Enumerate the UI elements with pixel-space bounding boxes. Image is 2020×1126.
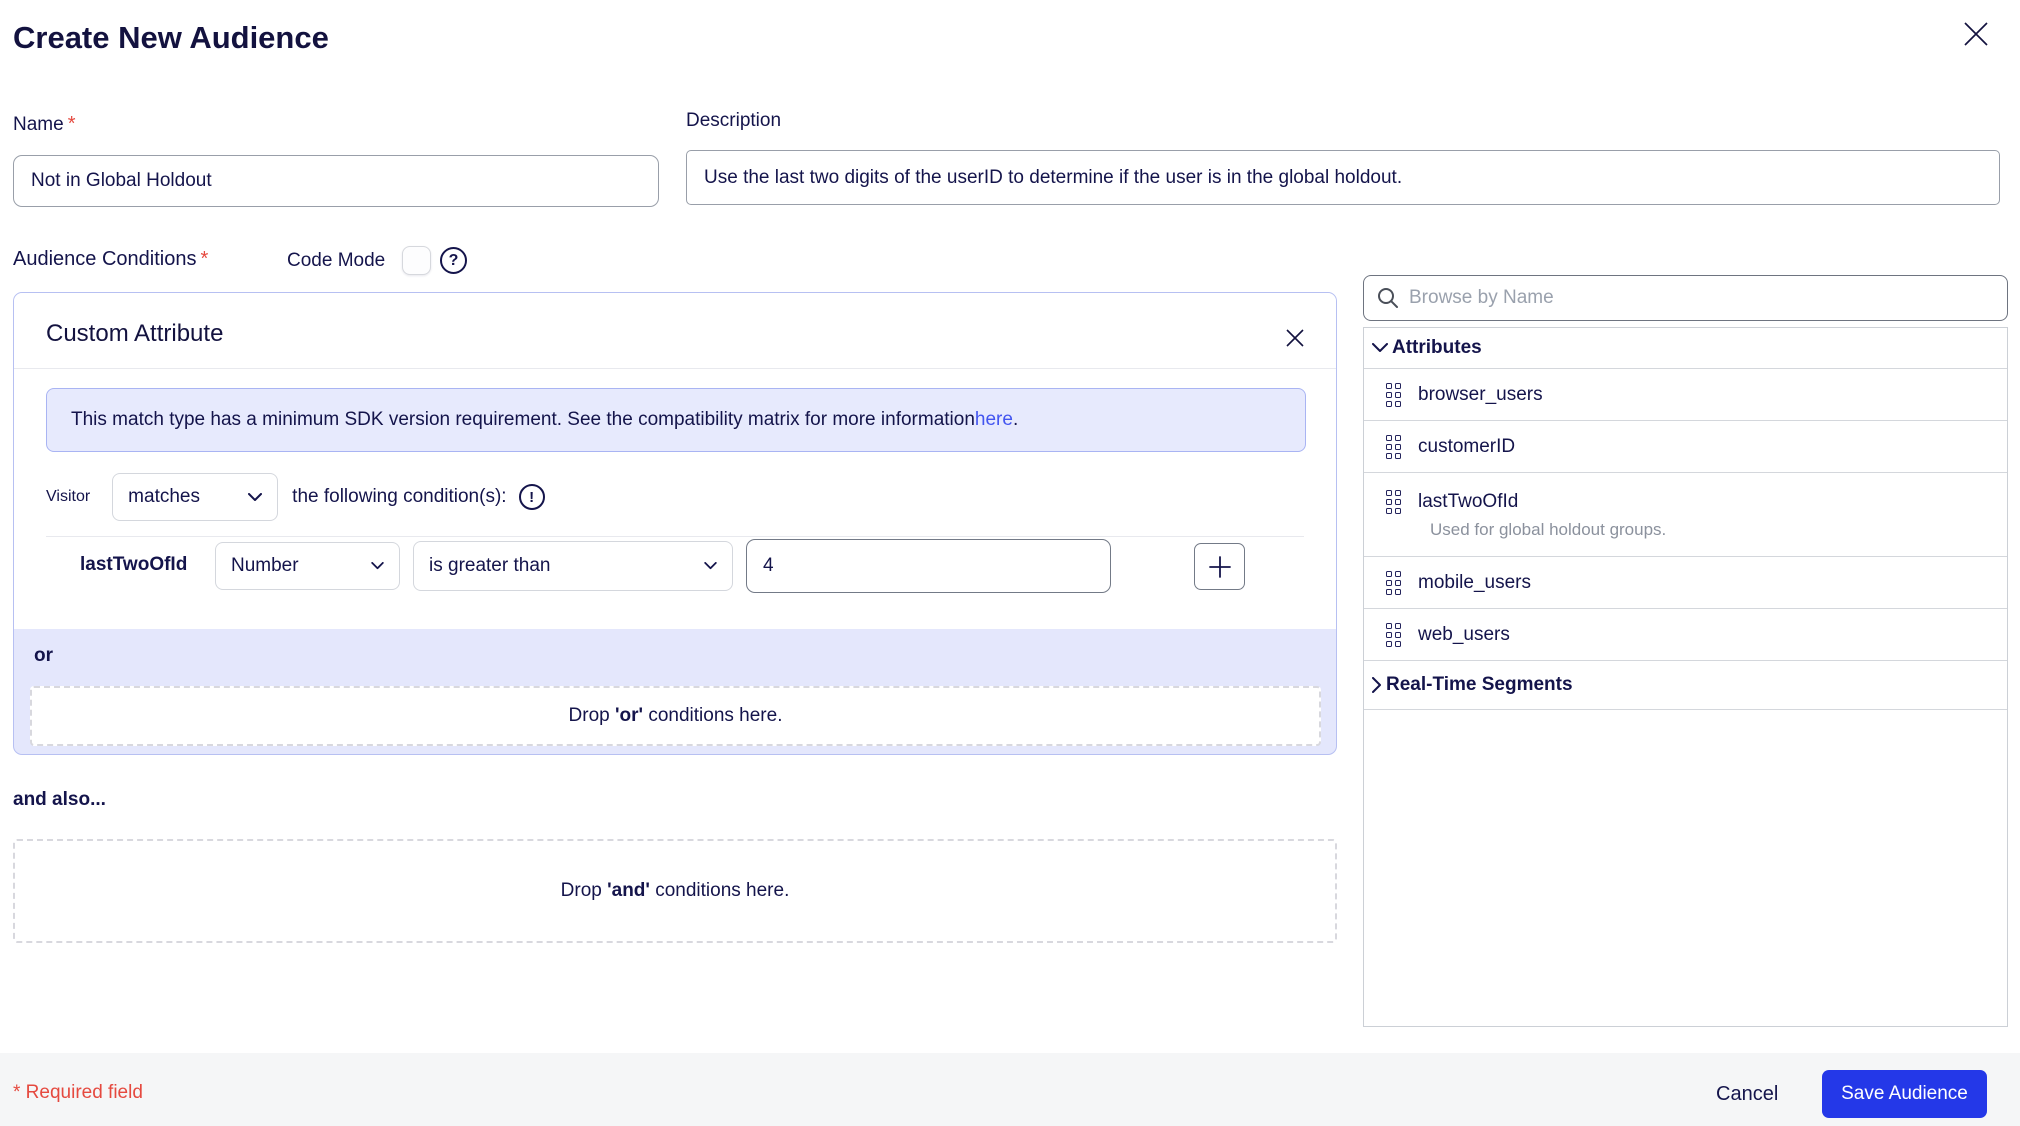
chevron-down-icon	[704, 562, 717, 570]
drag-handle-icon	[1386, 623, 1401, 647]
search-icon	[1377, 287, 1399, 309]
code-mode-label: Code Mode	[287, 250, 386, 271]
description-label: Description	[686, 110, 782, 131]
drag-handle-icon	[1386, 435, 1401, 459]
or-dropzone[interactable]: Drop 'or' conditions here.	[30, 686, 1321, 746]
attribute-browser-panel	[1363, 327, 2008, 1027]
operator-select[interactable]: is greater than	[413, 541, 733, 591]
and-also-label: and also...	[13, 789, 106, 810]
help-icon[interactable]: ?	[440, 247, 467, 274]
panel-empty-area	[1364, 710, 2007, 1026]
list-item-last-two-of-id[interactable]: lastTwoOfId Used for global holdout groups.	[1364, 473, 2007, 557]
chevron-right-icon	[1372, 677, 1382, 693]
item-description: Used for global holdout groups.	[1430, 519, 1667, 539]
match-type-select[interactable]: matches	[112, 473, 278, 521]
alert-icon: !	[519, 484, 545, 510]
condition-value-input[interactable]	[746, 539, 1111, 593]
condition-close-icon[interactable]	[1280, 323, 1310, 353]
divider	[46, 536, 1304, 537]
required-field-note: * Required field	[13, 1082, 143, 1103]
banner-text: This match type has a minimum SDK version requirement. See the compatibility matrix for more information	[71, 409, 975, 430]
required-asterisk: *	[67, 113, 76, 135]
chevron-down-icon	[248, 493, 262, 502]
attributes-group-header[interactable]: Attributes	[1364, 328, 2007, 369]
attribute-search[interactable]	[1363, 275, 2008, 321]
segments-group-header[interactable]: Real-Time Segments	[1364, 661, 2007, 710]
chevron-down-icon	[371, 562, 384, 570]
following-conditions-label: the following condition(s):	[292, 486, 507, 507]
chevron-down-icon	[1372, 343, 1388, 353]
description-field[interactable]	[686, 150, 2000, 205]
and-dropzone[interactable]: Drop 'and' conditions here.	[13, 839, 1337, 943]
visitor-label: Visitor	[46, 488, 91, 505]
required-asterisk: *	[200, 248, 209, 270]
save-audience-button[interactable]: Save Audience	[1822, 1070, 1987, 1118]
name-label: Name *	[13, 113, 76, 135]
or-label: or	[34, 645, 53, 666]
condition-card-title: Custom Attribute	[46, 320, 224, 347]
page-title: Create New Audience	[13, 20, 329, 55]
code-mode-toggle[interactable]	[402, 246, 431, 275]
sdk-warning-banner	[46, 388, 1306, 452]
drag-handle-icon	[1386, 383, 1401, 407]
divider	[14, 368, 1336, 369]
list-item-mobile-users[interactable]: mobile_users	[1364, 557, 2007, 609]
close-icon[interactable]	[1956, 14, 1996, 54]
search-input[interactable]	[1409, 287, 1994, 309]
drag-handle-icon	[1386, 490, 1401, 514]
list-item-browser-users[interactable]: browser_users	[1364, 369, 2007, 421]
drag-handle-icon	[1386, 571, 1401, 595]
condition-card	[13, 292, 1337, 755]
visitor-row	[46, 473, 545, 521]
banner-suffix: .	[1012, 409, 1019, 430]
list-item-customer-id[interactable]: customerID	[1364, 421, 2007, 473]
cancel-button[interactable]: Cancel	[1700, 1072, 1794, 1116]
audience-conditions-label: Audience Conditions *	[13, 248, 209, 270]
banner-here-link[interactable]: here	[974, 409, 1013, 430]
add-condition-button[interactable]	[1194, 543, 1245, 590]
list-item-web-users[interactable]: web_users	[1364, 609, 2007, 661]
name-field[interactable]	[13, 155, 659, 207]
value-type-select[interactable]: Number	[215, 542, 400, 590]
condition-attribute-label: lastTwoOfId	[80, 554, 188, 575]
condition-card-body	[14, 293, 1336, 629]
condition-row	[14, 539, 1336, 595]
